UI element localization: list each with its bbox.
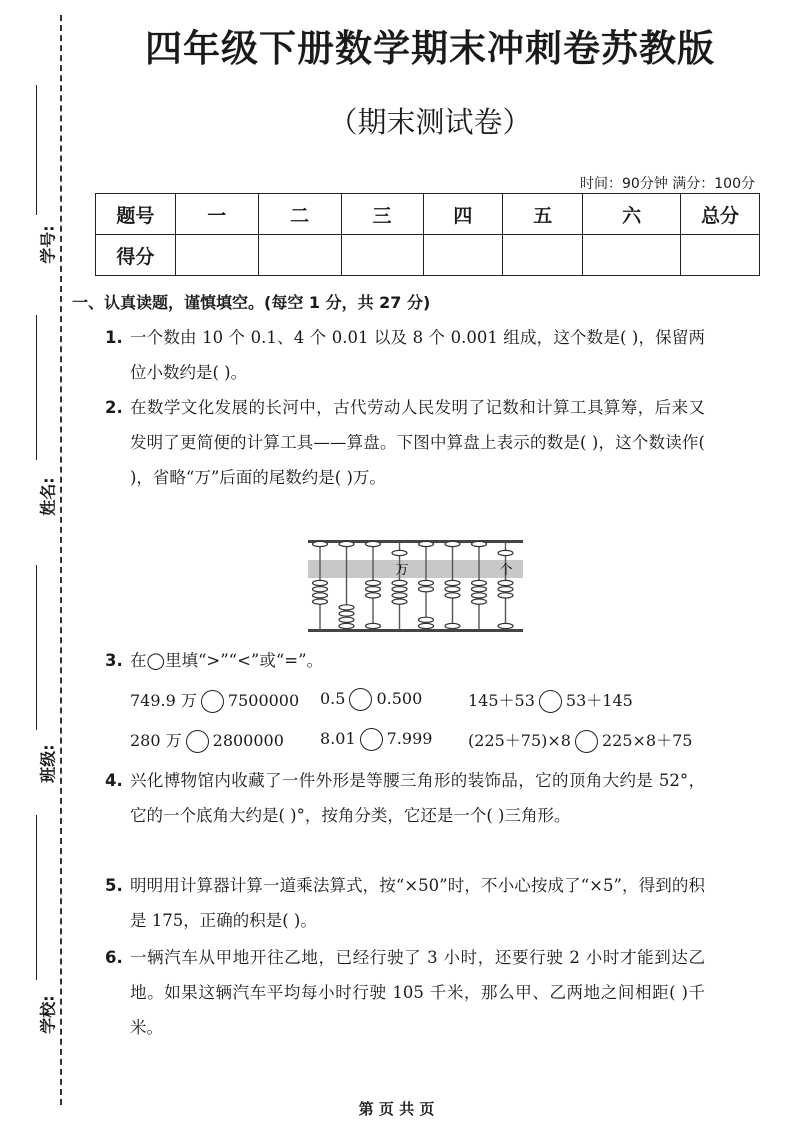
question-text: 在◯里填“>”“<”或“=”。: [130, 651, 324, 670]
compare-circle[interactable]: [575, 730, 598, 753]
compare-right: 53＋145: [565, 691, 633, 710]
page-subtitle: （期末测试卷）: [328, 105, 532, 139]
abacus-lower-bead: [366, 580, 381, 585]
abacus-upper-bead: [392, 550, 407, 555]
abacus-upper-bead: [498, 550, 513, 555]
header-cell: 一: [175, 194, 258, 235]
abacus-lower-bead: [392, 587, 407, 592]
compare-left: 0.5: [320, 689, 346, 708]
score-table-score-row: [96, 235, 760, 276]
header-cell: 四: [423, 194, 503, 235]
question-text: 明明用计算器计算一道乘法算式，按“×50”时，不小心按成了“×5”，得到的积是 175，正确的积是( )。: [130, 876, 705, 930]
header-cell: 五: [503, 194, 583, 235]
abacus-beam: [308, 560, 523, 578]
compare-right: 7500000: [227, 691, 300, 710]
wan-label: 万: [395, 563, 409, 578]
abacus-lower-bead: [445, 593, 460, 598]
abacus-upper-bead: [339, 541, 354, 546]
section-heading-1: 一、认真读题，谨慎填空。(每空 1 分，共 27 分): [72, 293, 431, 312]
side-field-student-id: [18, 85, 58, 285]
compare-item: [130, 728, 284, 753]
compare-right: 225×8＋75: [601, 731, 693, 750]
abacus-lower-bead: [313, 580, 328, 585]
class-label: 班级:: [38, 744, 58, 783]
compare-circle[interactable]: [201, 690, 224, 713]
question-number: 2.: [105, 398, 123, 417]
question-6: [105, 940, 705, 1045]
abacus-figure: [308, 538, 523, 634]
abacus-upper-bead: [445, 541, 460, 546]
abacus-lower-bead: [498, 623, 513, 628]
abacus-upper-bead: [366, 541, 381, 546]
page-title: 四年级下册数学期末冲刺卷苏教版: [145, 27, 715, 70]
abacus-lower-bead: [419, 617, 434, 622]
compare-left: (225＋75)×8: [468, 731, 571, 750]
abacus-lower-bead: [339, 611, 354, 616]
side-field-name: [18, 315, 58, 516]
abacus-lower-bead: [366, 623, 381, 628]
abacus-lower-bead: [313, 587, 328, 592]
abacus-upper-bead: [472, 541, 487, 546]
abacus-lower-bead: [339, 617, 354, 622]
question-text: 一个数由 10 个 0.1、4 个 0.01 以及 8 个 0.001 组成，这个数是( )，保留两位小数约是( )。: [130, 328, 705, 382]
score-row-label: 得分: [96, 235, 176, 276]
header-cell: 二: [258, 194, 341, 235]
abacus-upper-bead: [419, 541, 434, 546]
score-cell[interactable]: [258, 235, 341, 276]
abacus-lower-bead: [392, 580, 407, 585]
abacus-lower-bead: [498, 580, 513, 585]
compare-right: 2800000: [212, 731, 284, 750]
compare-circle[interactable]: [349, 688, 372, 711]
abacus-lower-bead: [419, 623, 434, 628]
abacus-lower-bead: [498, 587, 513, 592]
abacus-lower-bead: [445, 623, 460, 628]
abacus-lower-bead: [366, 593, 381, 598]
score-table: [95, 193, 760, 276]
abacus-lower-bead: [313, 593, 328, 598]
compare-left: 145＋53: [468, 691, 535, 710]
question-number: 1.: [105, 328, 123, 347]
name-label: 姓名:: [38, 477, 58, 516]
question-1: [105, 320, 705, 390]
abacus-lower-bead: [445, 580, 460, 585]
abacus-lower-bead: [313, 599, 328, 604]
question-text: 在数学文化发展的长河中，古代劳动人民发明了记数和计算工具算筹，后来又发明了更简便的计算工具——算盘。下图中算盘上表示的数是( )，这个数读作( )，省略“万”后面的尾数约是( )万。: [130, 398, 705, 487]
side-field-class: [18, 565, 58, 783]
score-cell[interactable]: [681, 235, 760, 276]
abacus-lower-bead: [472, 593, 487, 598]
abacus-lower-bead: [366, 587, 381, 592]
score-cell[interactable]: [583, 235, 681, 276]
abacus-upper-bead: [313, 541, 328, 546]
abacus-lower-bead: [339, 623, 354, 628]
abacus-lower-bead: [419, 580, 434, 585]
question-number: 6.: [105, 948, 123, 967]
question-text: 一辆汽车从甲地开往乙地，已经行驶了 3 小时，还要行驶 2 小时才能到达乙地。如果这辆汽车平均每小时行驶 105 千米，那么甲、乙两地之间相距( )千米。: [130, 948, 705, 1037]
compare-item: [468, 688, 633, 713]
question-4: [105, 763, 705, 833]
compare-left: 280 万: [130, 731, 182, 750]
binding-dashed-line: [60, 15, 62, 1105]
score-cell[interactable]: [423, 235, 503, 276]
compare-item: [320, 688, 422, 711]
compare-circle[interactable]: [539, 690, 562, 713]
compare-left: 749.9 万: [130, 691, 197, 710]
school-label: 学校:: [38, 995, 58, 1034]
abacus-lower-bead: [472, 599, 487, 604]
compare-item: [320, 728, 432, 751]
header-cell: 六: [583, 194, 681, 235]
compare-right: 0.500: [376, 689, 423, 708]
student-id-label: 学号:: [38, 225, 58, 264]
question-5: [105, 868, 705, 938]
question-2: [105, 390, 705, 495]
question-number: 5.: [105, 876, 123, 895]
ge-label: 个: [499, 563, 513, 578]
page-footer: 第 页 共 页: [358, 1100, 435, 1118]
abacus-bottom-bar: [308, 629, 523, 632]
compare-left: 8.01: [320, 729, 356, 748]
abacus-lower-bead: [392, 593, 407, 598]
abacus-lower-bead: [445, 587, 460, 592]
score-table-header-row: [96, 194, 760, 235]
abacus-lower-bead: [392, 599, 407, 604]
question-text: 兴化博物馆内收藏了一件外形是等腰三角形的装饰品，它的顶角大约是 52°，它的一个底角大约是( )°，按角分类，它还是一个( )三角形。: [130, 771, 705, 825]
score-cell[interactable]: [175, 235, 258, 276]
compare-circle[interactable]: [360, 728, 383, 751]
question-3: [105, 643, 705, 678]
compare-right: 7.999: [386, 729, 433, 748]
question-number: 3.: [105, 651, 123, 670]
abacus-lower-bead: [472, 580, 487, 585]
abacus-lower-bead: [419, 587, 434, 592]
abacus-lower-bead: [472, 587, 487, 592]
side-field-school: [18, 815, 58, 1035]
abacus-lower-bead: [498, 593, 513, 598]
header-cell: 题号: [96, 194, 176, 235]
time-info: 时间：90分钟 满分：100分: [580, 176, 755, 192]
abacus-lower-bead: [339, 605, 354, 610]
question-number: 4.: [105, 771, 123, 790]
header-cell: 总分: [681, 194, 760, 235]
score-cell[interactable]: [341, 235, 423, 276]
compare-circle[interactable]: [186, 730, 209, 753]
compare-item: [130, 688, 299, 713]
compare-item: [468, 728, 692, 753]
score-cell[interactable]: [503, 235, 583, 276]
header-cell: 三: [341, 194, 423, 235]
